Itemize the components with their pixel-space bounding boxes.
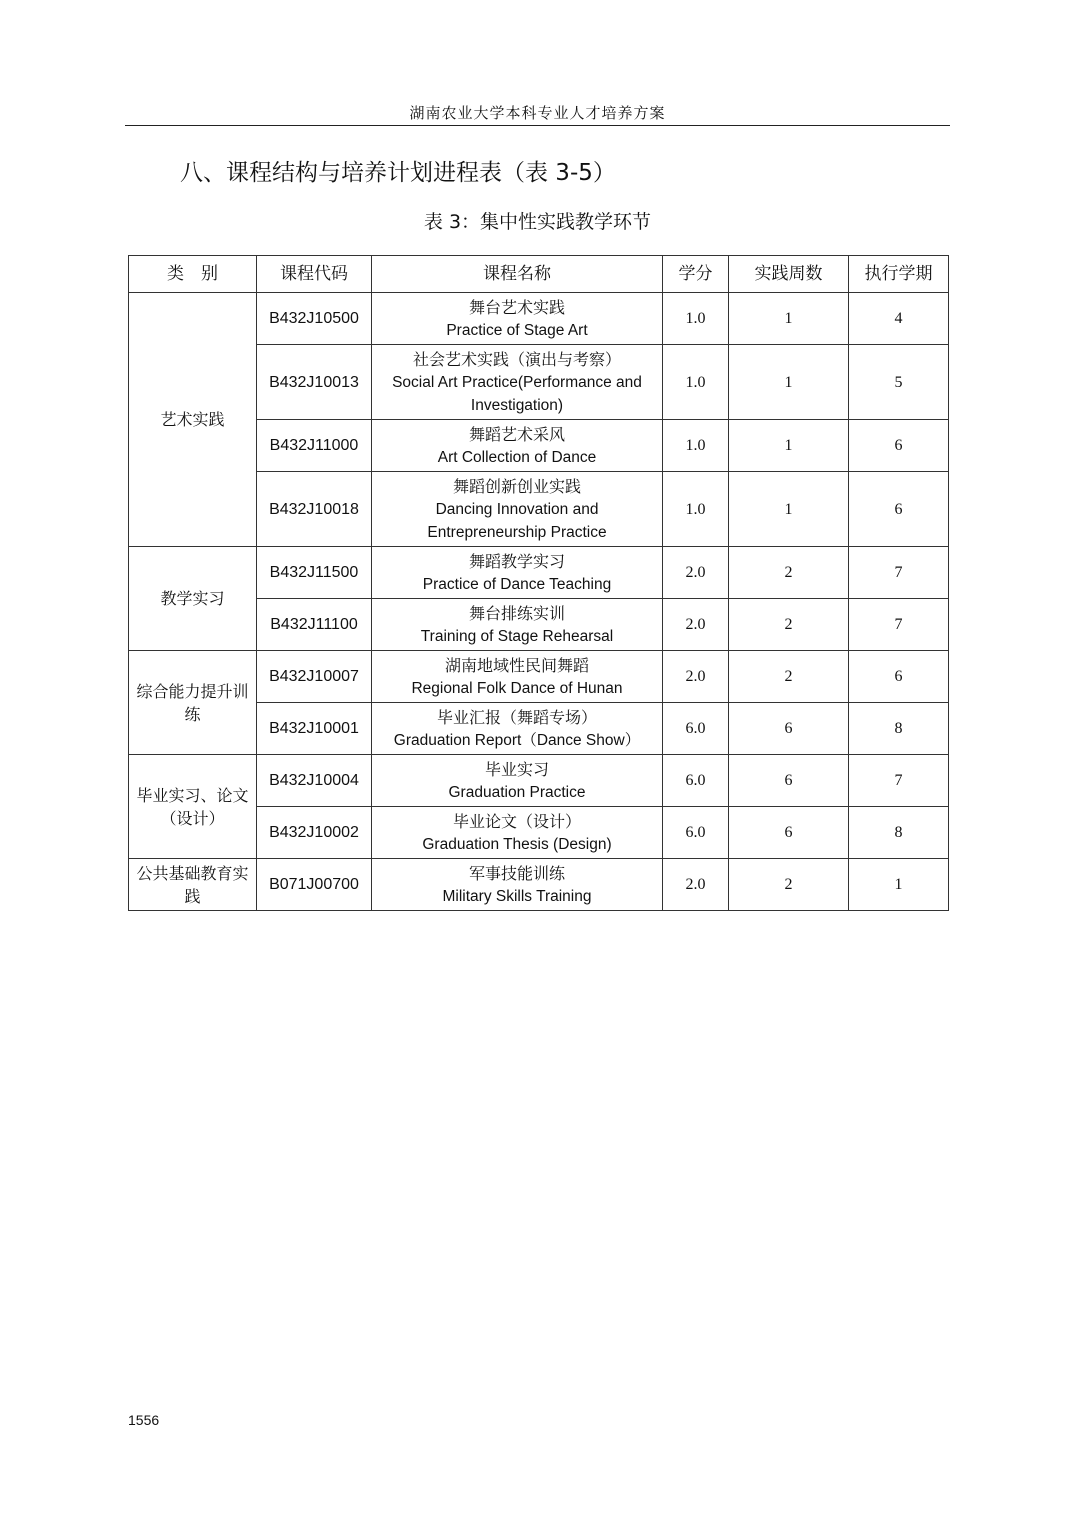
credit: 2.0	[663, 859, 729, 911]
category-cell: 艺术实践	[129, 293, 257, 547]
credit: 6.0	[663, 807, 729, 859]
semester: 6	[849, 420, 949, 472]
semester: 8	[849, 703, 949, 755]
table-row	[129, 755, 949, 807]
practice-weeks: 6	[729, 703, 849, 755]
course-name-en: Graduation Practice	[448, 783, 586, 801]
practice-weeks: 6	[729, 755, 849, 807]
page-header-title: 湖南农业大学本科专业人才培养方案	[409, 104, 666, 122]
course-name	[372, 651, 663, 703]
semester: 7	[849, 547, 949, 599]
practice-weeks: 1	[729, 420, 849, 472]
semester: 5	[849, 345, 949, 420]
course-name-cn: 舞台艺术实践	[468, 297, 565, 317]
practice-table	[128, 255, 949, 911]
course-name-en: Art Collection of Dance	[437, 448, 597, 466]
course-name-cn: 社会艺术实践（演出与考察）	[412, 349, 621, 369]
table-row	[129, 547, 949, 599]
course-name	[372, 755, 663, 807]
practice-weeks: 2	[729, 651, 849, 703]
course-name-cn: 毕业汇报（舞蹈专场）	[436, 707, 597, 727]
course-name	[372, 472, 663, 547]
column-header-category: 类 别	[129, 256, 257, 293]
table-header-row	[129, 256, 949, 293]
credit: 2.0	[663, 547, 729, 599]
course-name	[372, 547, 663, 599]
course-name-en: Military Skills Training	[442, 887, 592, 905]
course-name	[372, 293, 663, 345]
course-name-en: Graduation Thesis (Design)	[422, 835, 612, 853]
course-name-cn: 毕业论文（设计）	[452, 811, 581, 831]
course-name-cn: 军事技能训练	[468, 863, 565, 883]
section-heading: 八、课程结构与培养计划进程表（表 3-5）	[180, 160, 616, 186]
table-row	[129, 293, 949, 345]
practice-weeks: 2	[729, 859, 849, 911]
course-name-en: Practice of Stage Art	[446, 321, 588, 339]
course-name-en: Regional Folk Dance of Hunan	[411, 679, 623, 697]
credit: 1.0	[663, 345, 729, 420]
semester: 6	[849, 651, 949, 703]
category-cell: 综合能力提升训练	[129, 651, 257, 755]
course-code: B071J00700	[257, 859, 372, 911]
category-cell: 毕业实习、论文（设计）	[129, 755, 257, 859]
course-code: B432J11000	[257, 420, 372, 472]
practice-weeks: 1	[729, 293, 849, 345]
table-row	[129, 859, 949, 911]
column-header-credit: 学分	[663, 256, 729, 293]
practice-weeks: 1	[729, 345, 849, 420]
semester: 7	[849, 599, 949, 651]
course-name	[372, 420, 663, 472]
course-name-cn: 舞蹈艺术采风	[468, 424, 565, 444]
semester: 7	[849, 755, 949, 807]
course-name-cn: 湖南地域性民间舞蹈	[444, 655, 589, 675]
column-header-semester: 执行学期	[849, 256, 949, 293]
course-code: B432J10002	[257, 807, 372, 859]
course-code: B432J11100	[257, 599, 372, 651]
course-code: B432J11500	[257, 547, 372, 599]
course-name-en: Graduation Report（Dance Show）	[393, 731, 641, 749]
table-title: 表 3：集中性实践教学环节	[423, 211, 652, 233]
course-name-cn: 毕业实习	[484, 759, 549, 779]
course-name-en: Training of Stage Rehearsal	[420, 627, 614, 645]
course-code: B432J10018	[257, 472, 372, 547]
page-number: 1556	[128, 1412, 160, 1428]
credit: 6.0	[663, 755, 729, 807]
course-name-en: Practice of Dance Teaching	[422, 575, 612, 593]
credit: 1.0	[663, 472, 729, 547]
course-code: B432J10001	[257, 703, 372, 755]
course-name	[372, 599, 663, 651]
practice-weeks: 2	[729, 547, 849, 599]
semester: 4	[849, 293, 949, 345]
practice-weeks: 1	[729, 472, 849, 547]
category-cell: 教学实习	[129, 547, 257, 651]
course-name	[372, 345, 663, 420]
semester: 6	[849, 472, 949, 547]
course-code: B432J10013	[257, 345, 372, 420]
course-name-en: Dancing Innovation and Entrepreneurship Practice	[427, 500, 607, 541]
course-code: B432J10007	[257, 651, 372, 703]
course-name	[372, 703, 663, 755]
credit: 2.0	[663, 651, 729, 703]
course-name	[372, 807, 663, 859]
semester: 8	[849, 807, 949, 859]
course-name	[372, 859, 663, 911]
credit: 1.0	[663, 293, 729, 345]
course-code: B432J10004	[257, 755, 372, 807]
course-code: B432J10500	[257, 293, 372, 345]
credit: 1.0	[663, 420, 729, 472]
course-name-cn: 舞蹈教学实习	[468, 551, 565, 571]
course-name-cn: 舞蹈创新创业实践	[452, 476, 581, 496]
category-cell: 公共基础教育实践	[129, 859, 257, 911]
practice-weeks: 6	[729, 807, 849, 859]
column-header-name: 课程名称	[372, 256, 663, 293]
header-divider	[125, 125, 950, 126]
practice-weeks: 2	[729, 599, 849, 651]
credit: 6.0	[663, 703, 729, 755]
table-row	[129, 651, 949, 703]
course-name-en: Social Art Practice(Performance and Investigation)	[392, 373, 642, 414]
semester: 1	[849, 859, 949, 911]
column-header-weeks: 实践周数	[729, 256, 849, 293]
course-name-cn: 舞台排练实训	[468, 603, 565, 623]
credit: 2.0	[663, 599, 729, 651]
column-header-code: 课程代码	[257, 256, 372, 293]
